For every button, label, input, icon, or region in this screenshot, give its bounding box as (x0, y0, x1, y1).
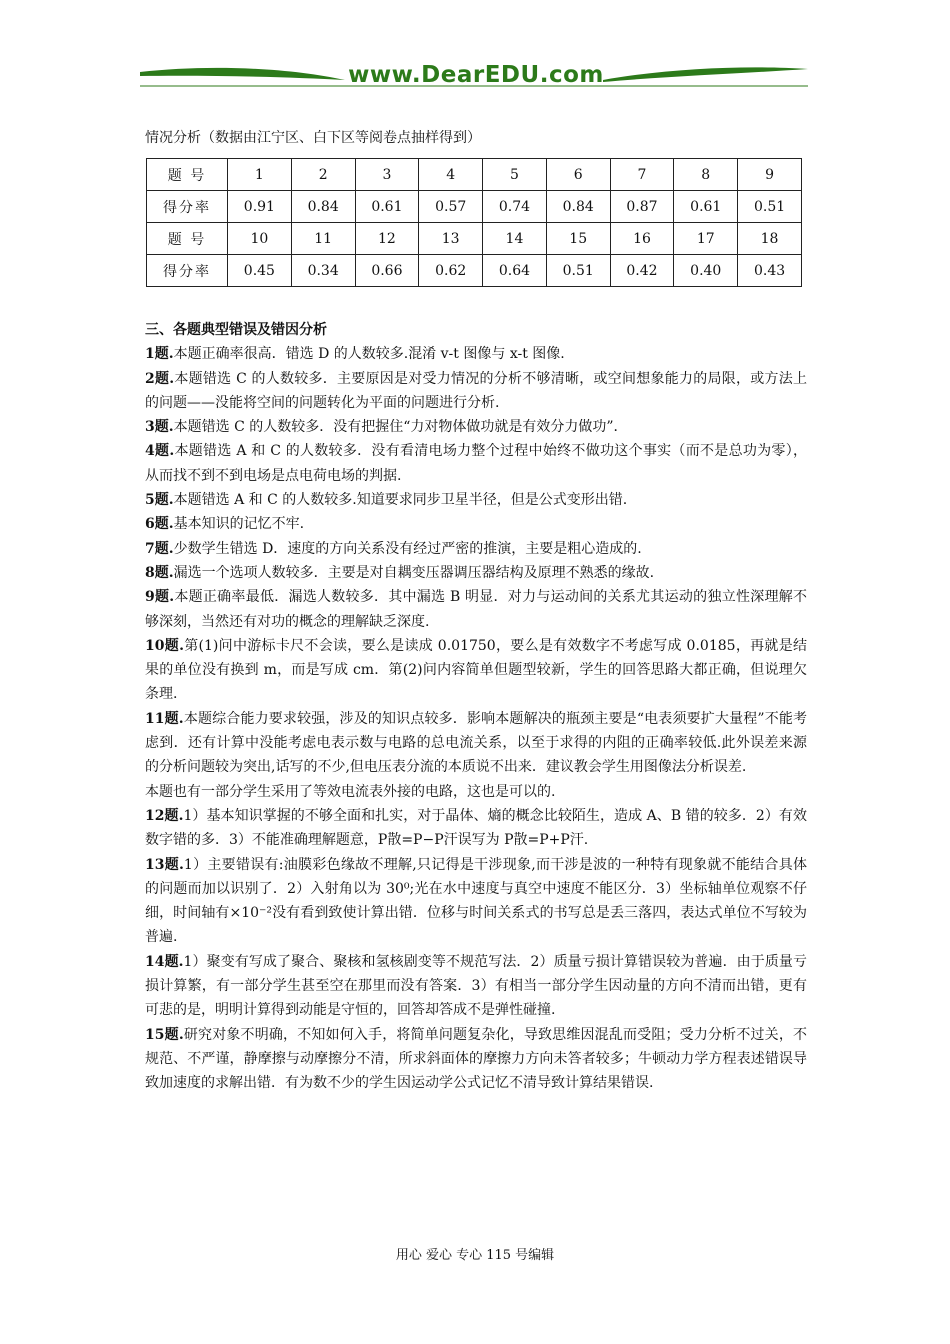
analysis-item (145, 707, 807, 780)
item-number: 12题. (145, 807, 184, 824)
row-header-cell: 得分率 (147, 191, 228, 223)
item-number: 7题. (145, 540, 174, 557)
table-cell: 5 (483, 159, 547, 191)
header-banner (140, 60, 808, 96)
analysis-item (145, 804, 807, 853)
item-text: 基本知识的记忆不牢. (173, 516, 305, 533)
analysis-item (145, 950, 807, 1023)
table-cell: 0.61 (674, 191, 738, 223)
item-number: 1题. (145, 346, 174, 363)
table-cell: 17 (674, 223, 738, 255)
table-cell: 10 (228, 223, 292, 255)
item-text: 本题正确率很高．错选 D 的人数较多.混淆 v-t 图像与 x-t 图像. (173, 346, 565, 363)
item-text: 1）主要错误有:油膜彩色缘故不理解,只记得是干涉现象,而干涉是波的一种特有现象就不能结合具体的问题而加以识别了．2）入射角以为 30⁰;光在水中速度与真空中速度不能区分．3）坐标轴单位观察不仔细，时间轴有×10⁻²没有看到致使计算出错．位移与时间关系式的书写总是丢三落四，表达式单位不写较为普遍. (145, 856, 807, 946)
analysis-item (145, 780, 807, 804)
table-cell: 0.62 (419, 255, 483, 287)
item-text: 本题综合能力要求较强，涉及的知识点较多．影响本题解决的瓶颈主要是“电表须要扩大量程”不能考虑到．还有计算中没能考虑电表示数与电路的总电流关系，以至于求得的内阻的正确率较低.此外误差来源的分析问题较为突出,话写的不少,但电压表分流的本质说不出来．建议教会学生用图像法分析误差. (145, 710, 807, 776)
table-cell: 14 (483, 223, 547, 255)
table-cell: 3 (355, 159, 419, 191)
table-caption: 情况分析（数据由江宁区、白下区等阅卷点抽样得到） (145, 130, 481, 146)
table-cell: 0.57 (419, 191, 483, 223)
table-cell: 13 (419, 223, 483, 255)
table-cell: 0.51 (738, 191, 802, 223)
item-text: 本题错选 C 的人数较多．主要原因是对受力情况的分析不够清晰，或空间想象能力的局限，或方法上的问题——没能将空间的问题转化为平面的问题进行分析. (145, 370, 807, 411)
item-text: 本题错选 C 的人数较多．没有把握住“力对物体做功就是有效分力做功”． (173, 419, 628, 436)
analysis-item (145, 415, 807, 439)
item-number: 5题. (145, 492, 174, 509)
table-cell: 4 (419, 159, 483, 191)
table-cell: 12 (355, 223, 419, 255)
analysis-item (145, 537, 807, 561)
table-row (147, 191, 802, 223)
table-row (147, 159, 802, 191)
table-cell: 0.91 (228, 191, 292, 223)
score-table (146, 158, 802, 287)
table-cell: 0.34 (291, 255, 355, 287)
analysis-item (145, 512, 807, 536)
table-cell: 0.61 (355, 191, 419, 223)
table-cell: 0.87 (610, 191, 674, 223)
item-text: 1）聚变有写成了聚合、聚核和氢核剧变等不规范写法．2）质量亏损计算错误较为普遍．由于质量亏损计算繁，有一部分学生甚至空在那里而没有答案．3）有相当一部分学生因动量的方向不清而出错，更有可悲的是，明明计算得到动能是守恒的，回答却答成不是弹性碰撞. (145, 953, 808, 1019)
analysis-item (145, 488, 807, 512)
analysis-item (145, 634, 807, 707)
table-cell: 0.40 (674, 255, 738, 287)
analysis-item (145, 585, 807, 634)
table-cell: 15 (546, 223, 610, 255)
item-text: 本题错选 A 和 C 的人数较多．没有看清电场力整个过程中始终不做功这个事实（而不是总功为零），从而找不到不到电场是点电荷电场的判据. (145, 443, 808, 484)
table-cell: 0.74 (483, 191, 547, 223)
analysis-item (145, 853, 807, 950)
table-cell: 9 (738, 159, 802, 191)
table-cell: 0.66 (355, 255, 419, 287)
item-text: 1）基本知识掌握的不够全面和扎实，对于晶体、熵的概念比较陌生，造成 A、B 错的较多．2）有效数字错的多．3）不能准确理解题意，P散=P−P汗误写为 P散=P+P汗. (145, 807, 807, 849)
site-logo: www.DearEDU.com (348, 62, 604, 88)
table-row (147, 223, 802, 255)
table-cell: 0.84 (291, 191, 355, 223)
table-cell: 1 (228, 159, 292, 191)
item-number: 13题. (145, 856, 184, 873)
table-cell: 2 (291, 159, 355, 191)
item-number: 15题. (145, 1026, 184, 1043)
item-text: 本题也有一部分学生采用了等效电流表外接的电路，这也是可以的. (145, 783, 556, 800)
analysis-item (145, 439, 807, 488)
analysis-item (145, 1023, 807, 1096)
item-text: 少数学生错选 D．速度的方向关系没有经过严密的推演，主要是粗心造成的. (173, 540, 642, 557)
item-text: 研究对象不明确，不知如何入手，将简单问题复杂化，导致思维因混乱而受阻；受力分析不过关，不规范、不严谨，静摩擦与动摩擦分不清，所求斜面体的摩擦力方向未答者较多；牛顿动力学方程表述错误导致加速度的求解出错．有为数不少的学生因运动学公式记忆不清导致计算结果错误. (145, 1026, 808, 1092)
page-footer: 用心 爱心 专心 115 号编辑 (395, 1248, 555, 1263)
table-cell: 0.43 (738, 255, 802, 287)
item-number: 2题. (145, 370, 175, 387)
item-number: 8题. (145, 564, 174, 581)
item-number: 10题. (145, 637, 184, 654)
table-cell: 6 (546, 159, 610, 191)
table-cell: 0.84 (546, 191, 610, 223)
item-number: 6题. (145, 516, 174, 533)
table-cell: 7 (610, 159, 674, 191)
item-number: 14题. (145, 953, 184, 970)
analysis-item (145, 367, 807, 416)
analysis-item (145, 561, 807, 585)
table-cell: 16 (610, 223, 674, 255)
analysis-item (145, 342, 807, 366)
table-cell: 11 (291, 223, 355, 255)
section-title: 三、各题典型错误及错因分析 (145, 322, 327, 338)
item-text: 本题正确率最低．漏选人数较多．其中漏选 B 明显．对力与运动间的关系尤其运动的独立性深理解不够深刻，当然还有对功的概念的理解缺乏深度. (145, 589, 807, 630)
table-cell: 18 (738, 223, 802, 255)
item-number: 3题. (145, 419, 174, 436)
item-number: 4题. (145, 443, 175, 460)
table-row (147, 255, 802, 287)
table-cell: 0.42 (610, 255, 674, 287)
table-cell: 0.51 (546, 255, 610, 287)
item-text: 第(1)问中游标卡尺不会读，要么是读成 0.01750，要么是有效数字不考虑写成 0.0185，再就是结果的单位没有换到 m，而是写成 cm．第(2)问内容简单但题型较新，学生的回答思路大都正确，但说理欠条理. (145, 637, 808, 703)
item-number: 11题. (145, 710, 184, 727)
row-header-cell: 得分率 (147, 255, 228, 287)
item-number: 9题. (145, 589, 175, 606)
item-text: 漏选一个选项人数较多．主要是对自耦变压器调压器结构及原理不熟悉的缘故. (173, 564, 655, 581)
table-cell: 0.45 (228, 255, 292, 287)
error-analysis (145, 318, 807, 1096)
row-header-cell: 题 号 (147, 223, 228, 255)
table-cell: 8 (674, 159, 738, 191)
row-header-cell: 题 号 (147, 159, 228, 191)
item-text: 本题错选 A 和 C 的人数较多.知道要求同步卫星半径，但是公式变形出错. (173, 492, 628, 509)
table-cell: 0.64 (483, 255, 547, 287)
